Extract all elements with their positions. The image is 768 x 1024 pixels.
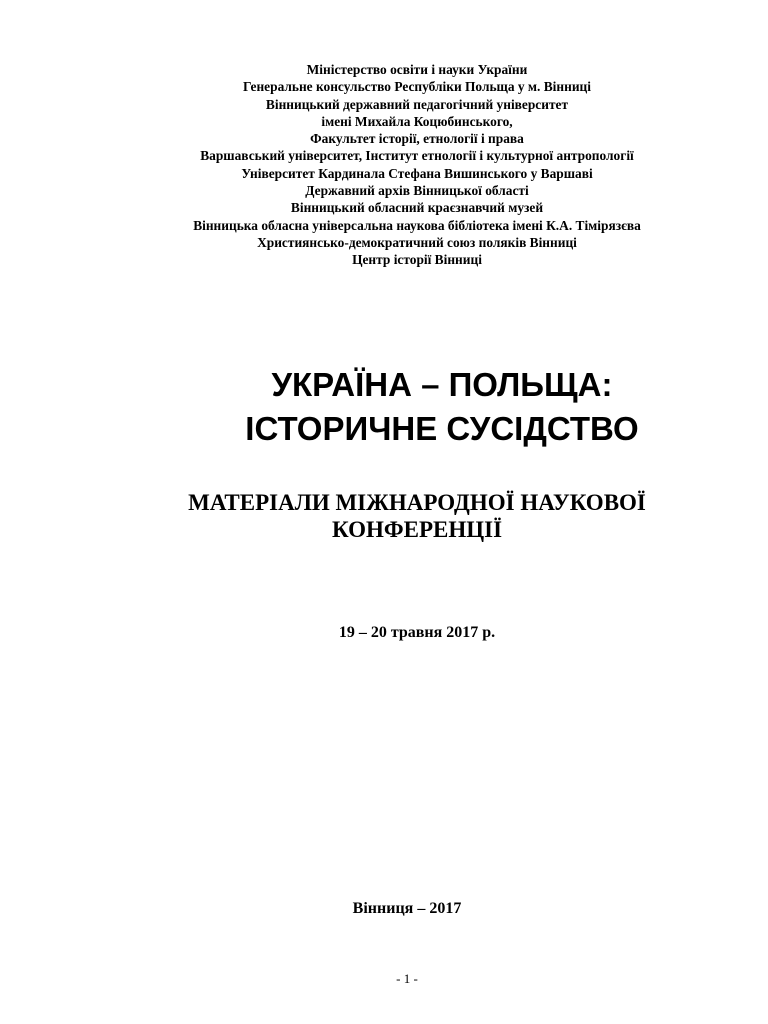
publication-place-year: Вінниця – 2017 xyxy=(352,900,462,917)
conference-date: 19 – 20 травня 2017 р. xyxy=(338,624,496,641)
organization-line: Центр історії Вінниці xyxy=(352,252,482,268)
organization-line: Варшавський університет, Інститут етнології і культурної антропології xyxy=(200,148,634,164)
organization-line: Факультет історії, етнології і права xyxy=(310,131,524,147)
page-number: - 1 - xyxy=(396,971,418,986)
organization-line: Християнсько-демократичний союз поляків Вінниці xyxy=(257,234,577,250)
organization-line: Вінницька обласна універсальна наукова бібліотека імені К.А. Тімірязєва xyxy=(193,217,641,233)
organization-line: Університет Кардинала Стефана Вишинського у Варшаві xyxy=(241,165,593,181)
organization-line: імені Михайла Коцюбинського, xyxy=(321,113,513,129)
title-line-2: ІСТОРИЧНЕ СУСІДСТВО xyxy=(245,410,639,447)
document-subtitle xyxy=(0,489,768,543)
document-title xyxy=(0,363,768,451)
organization-line: Вінницький обласний краєзнавчий музей xyxy=(290,200,544,216)
organizations-list xyxy=(0,61,768,269)
subtitle-line-1: МАТЕРІАЛИ МІЖНАРОДНОЇ НАУКОВОЇ xyxy=(188,490,646,515)
organization-line: Вінницький державний педагогічний університет xyxy=(265,96,569,112)
organization-line: Генеральне консульство Республіки Польща у м. Вінниці xyxy=(243,79,591,95)
organization-line: Державний архів Вінницької області xyxy=(305,183,529,199)
subtitle-line-2: КОНФЕРЕНЦІЇ xyxy=(331,517,503,542)
title-line-1: УКРАЇНА – ПОЛЬЩА: xyxy=(271,366,613,403)
organization-line: Міністерство освіти і науки України xyxy=(306,62,528,77)
